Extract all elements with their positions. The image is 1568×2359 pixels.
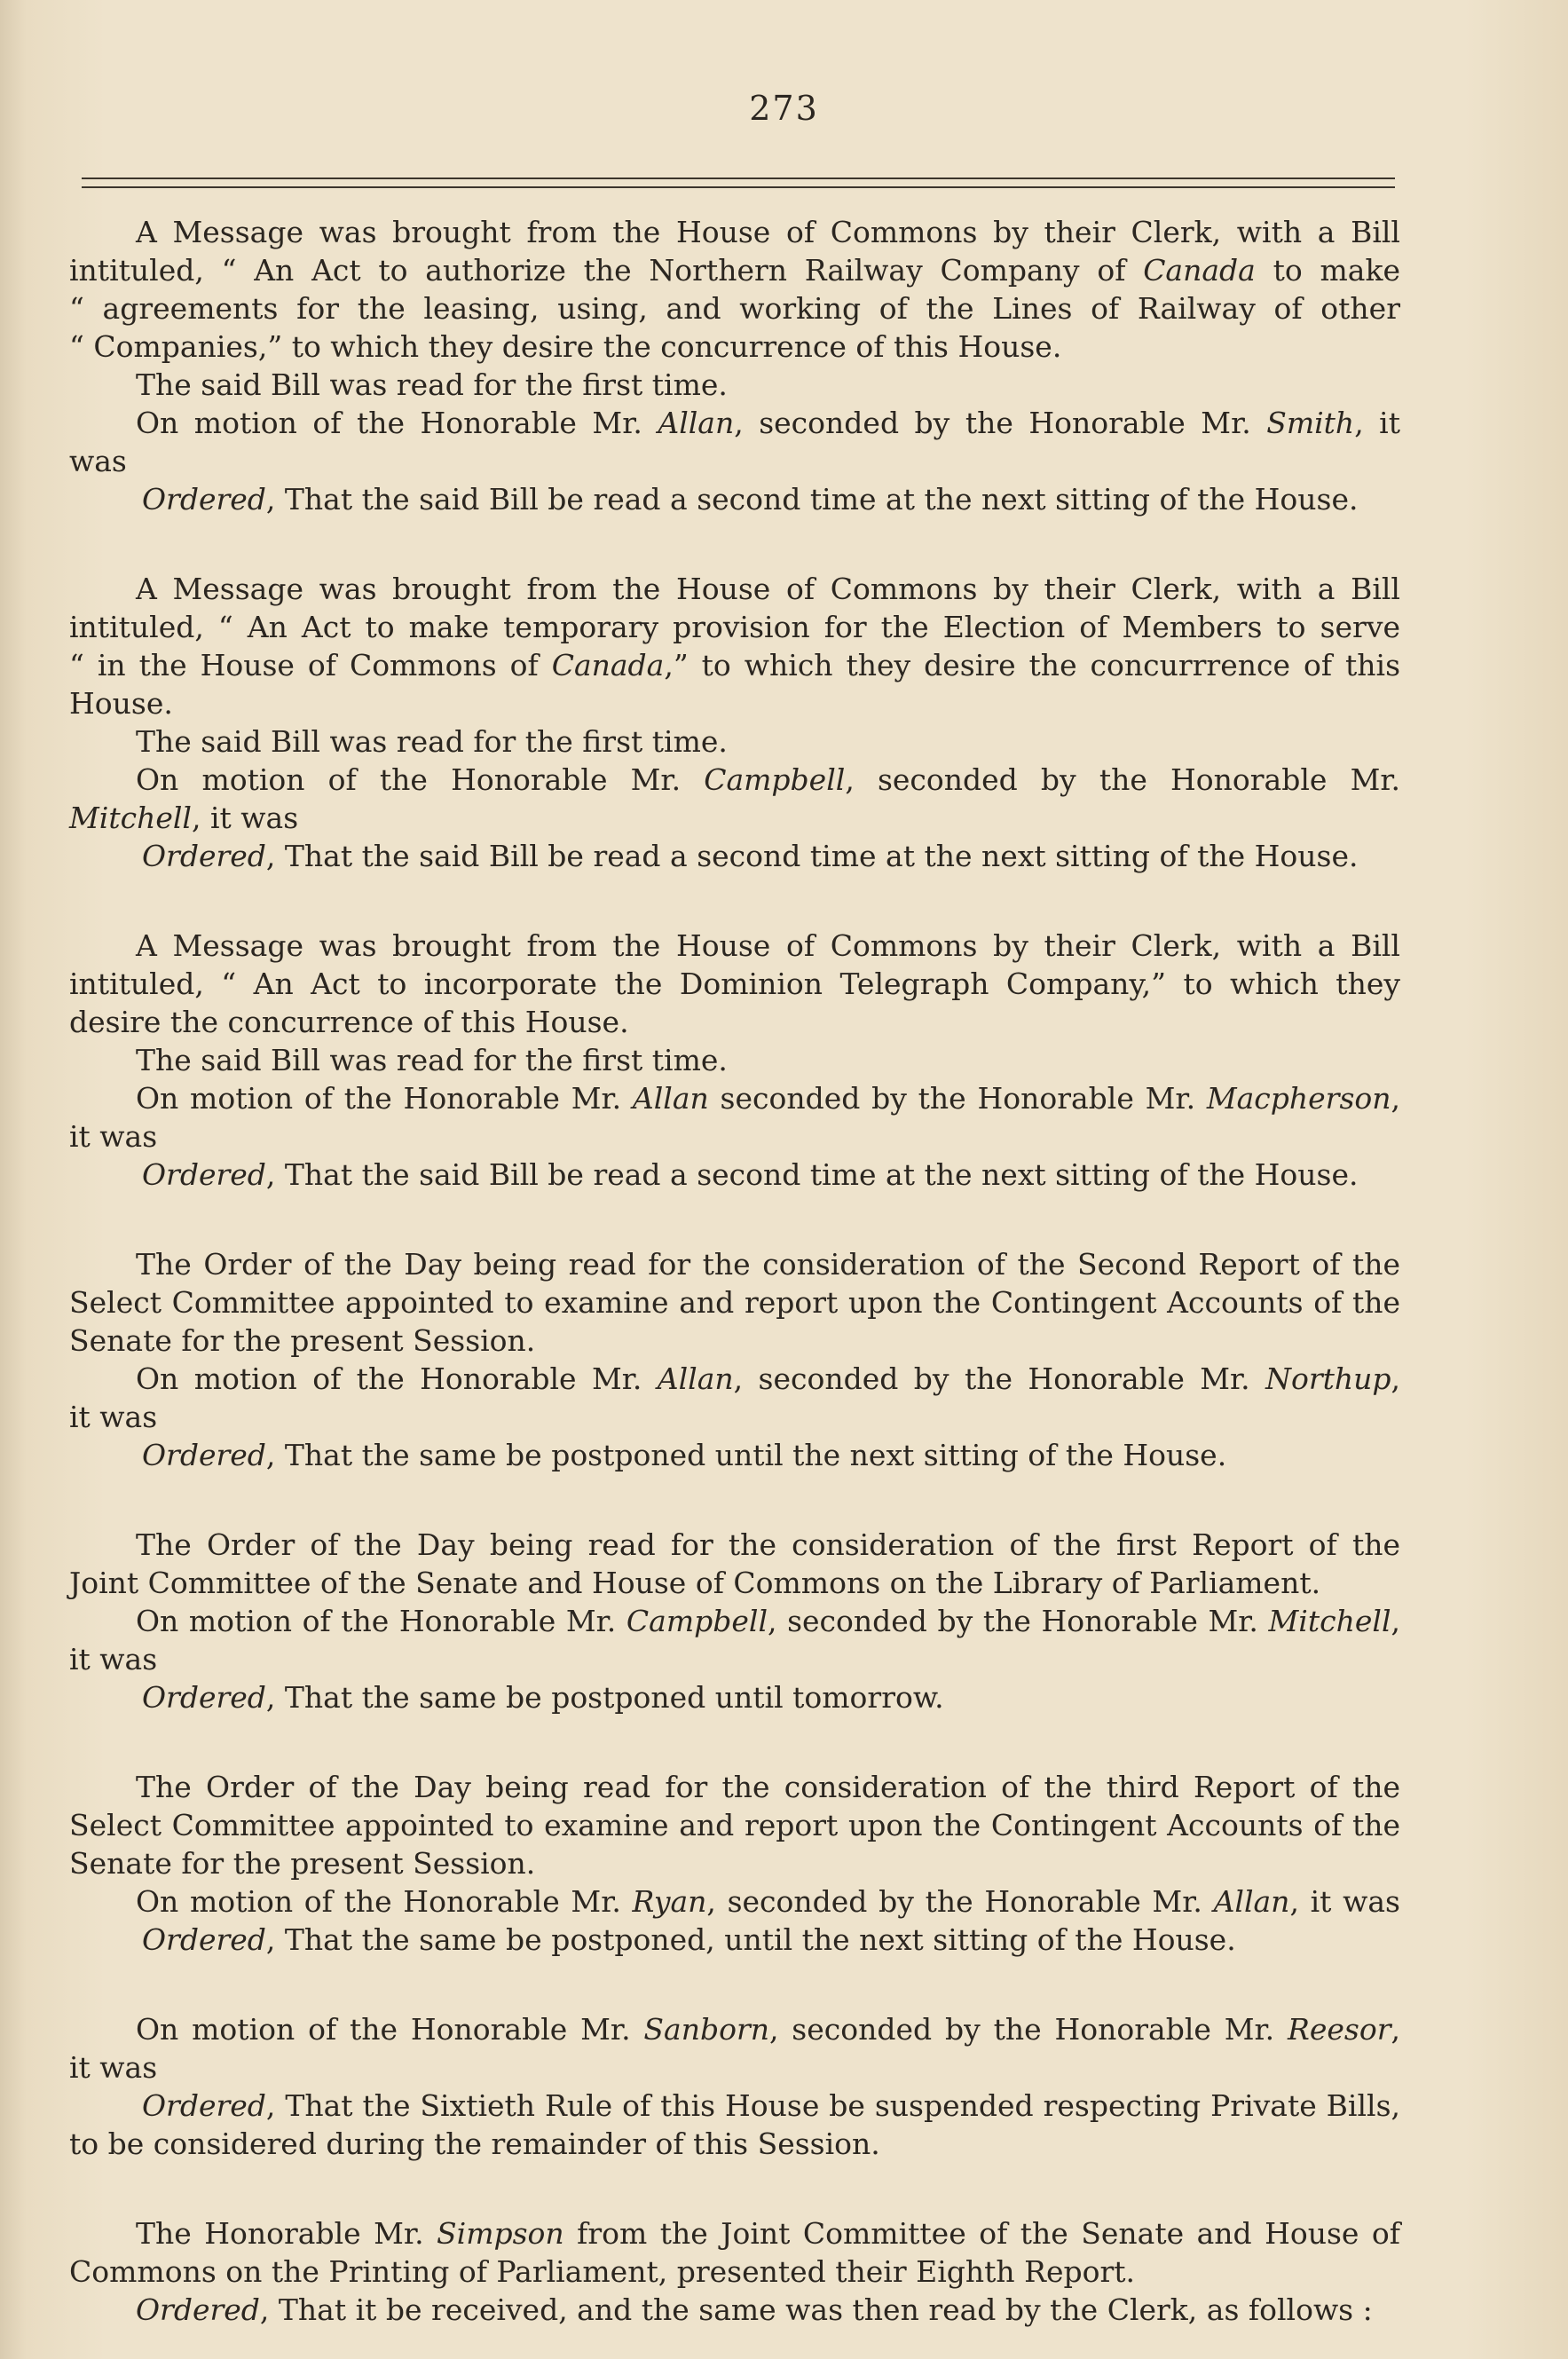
text-line: The said Bill was read for the first time.: [136, 1043, 728, 1077]
text-line: The said Bill was read for the first time.: [136, 724, 728, 759]
header-rule-top: [82, 178, 1395, 179]
text-line: Ordered, That the said Bill be read a second time at the next sitting of the House.: [142, 1157, 1359, 1192]
paragraph: [69, 927, 1400, 1194]
text-line: On motion of the Honorable Mr. Campbell, seconded by the Honorable Mr.: [136, 762, 1400, 797]
text-line: Senate for the present Session.: [69, 1323, 536, 1358]
text-line: “ in the House of Commons of Canada,” to which they desire the concurrrence of this: [69, 648, 1401, 682]
paragraph-gap: [69, 1474, 1400, 1526]
text-line: Commons on the Printing of Parliament, presented their Eighth Report.: [69, 2254, 1136, 2289]
text-line: The Order of the Day being read for the consideration of the third Report of the: [136, 1770, 1400, 1804]
text-line: A Message was brought from the House of Commons by their Clerk, with a Bill: [136, 928, 1400, 963]
text-line: it was: [69, 1119, 158, 1154]
header-rule-bottom: [82, 186, 1395, 188]
text-line: A Message was brought from the House of Commons by their Clerk, with a Bill: [136, 215, 1400, 249]
text-line: On motion of the Honorable Mr. Sanborn, seconded by the Honorable Mr. Reesor,: [136, 2012, 1400, 2047]
text-line: to be considered during the remainder of this Session.: [69, 2126, 880, 2161]
text-line: intituled, “ An Act to incorporate the Dominion Telegraph Company,” to which they: [69, 966, 1400, 1001]
text-line: The Order of the Day being read for the consideration of the first Report of the: [136, 1527, 1400, 1562]
text-line: Ordered, That the said Bill be read a second time at the next sitting of the House.: [142, 482, 1359, 517]
paragraph-gap: [69, 1716, 1400, 1768]
text-line: On motion of the Honorable Mr. Allan, seconded by the Honorable Mr. Northup,: [136, 1361, 1400, 1396]
text-line: Ordered, That the same be postponed until tomorrow.: [142, 1680, 944, 1715]
text-line: The Order of the Day being read for the consideration of the Second Report of the: [136, 1247, 1400, 1282]
text-line: it was: [69, 2050, 158, 2085]
text-line: Ordered, That it be received, and the same was then read by the Clerk, as follows :: [136, 2292, 1373, 2327]
paragraph: [69, 570, 1400, 875]
text-line: Select Committee appointed to examine and report upon the Contingent Accounts of the: [69, 1808, 1400, 1842]
paragraph: [69, 213, 1400, 518]
text-line: Ordered, That the Sixtieth Rule of this House be suspended respecting Private Bills,: [142, 2088, 1400, 2123]
paragraph-gap: [69, 2163, 1400, 2214]
text-line: The said Bill was read for the first time.: [136, 367, 728, 402]
text-line: A Message was brought from the House of Commons by their Clerk, with a Bill: [136, 572, 1400, 606]
text-line: Ordered, That the same be postponed until the next sitting of the House.: [142, 1438, 1227, 1472]
paragraph-gap: [69, 1194, 1400, 1245]
page-number: 273: [749, 89, 819, 128]
text-line: Joint Committee of the Senate and House of Commons on the Library of Parliament.: [69, 1566, 1321, 1600]
text-line: “ agreements for the leasing, using, and working of the Lines of Railway of other: [69, 291, 1400, 326]
paragraph: [69, 1768, 1400, 1959]
text-line: The Honorable Mr. Simpson from the Joint Committee of the Senate and House of: [136, 2216, 1400, 2251]
text-line: it was: [69, 1642, 158, 1677]
text-line: intituled, “ An Act to authorize the Northern Railway Company of Canada to make: [69, 253, 1400, 288]
text-line: intituled, “ An Act to make temporary provision for the Election of Members to serve: [69, 610, 1400, 644]
text-line: On motion of the Honorable Mr. Campbell, seconded by the Honorable Mr. Mitchell,: [136, 1604, 1400, 1638]
text-line: “ Companies,” to which they desire the concurrence of this House.: [69, 329, 1062, 364]
paragraph: [69, 2214, 1400, 2329]
text-line: On motion of the Honorable Mr. Ryan, seconded by the Honorable Mr. Allan, it was: [136, 1884, 1400, 1919]
text-line: was: [69, 444, 127, 478]
text-line: On motion of the Honorable Mr. Allan, seconded by the Honorable Mr. Smith, it: [136, 406, 1400, 440]
text-line: On motion of the Honorable Mr. Allan seconded by the Honorable Mr. Macpherson,: [136, 1081, 1400, 1116]
paragraph-gap: [69, 1959, 1400, 2010]
paragraph: [69, 1526, 1400, 1716]
document-body: [69, 213, 1400, 2329]
text-line: Senate for the present Session.: [69, 1846, 536, 1881]
text-line: Ordered, That the same be postponed, until the next sitting of the House.: [142, 1922, 1236, 1957]
paragraph-gap: [69, 875, 1400, 927]
paragraph-gap: [69, 518, 1400, 570]
paragraph: [69, 1245, 1400, 1474]
text-line: Ordered, That the said Bill be read a second time at the next sitting of the House.: [142, 839, 1359, 873]
text-line: Mitchell, it was: [69, 801, 299, 835]
text-line: House.: [69, 686, 173, 721]
text-line: desire the concurrence of this House.: [69, 1005, 629, 1039]
paragraph: [69, 2010, 1400, 2163]
text-line: Select Committee appointed to examine and report upon the Contingent Accounts of the: [69, 1285, 1400, 1320]
text-line: it was: [69, 1400, 158, 1434]
